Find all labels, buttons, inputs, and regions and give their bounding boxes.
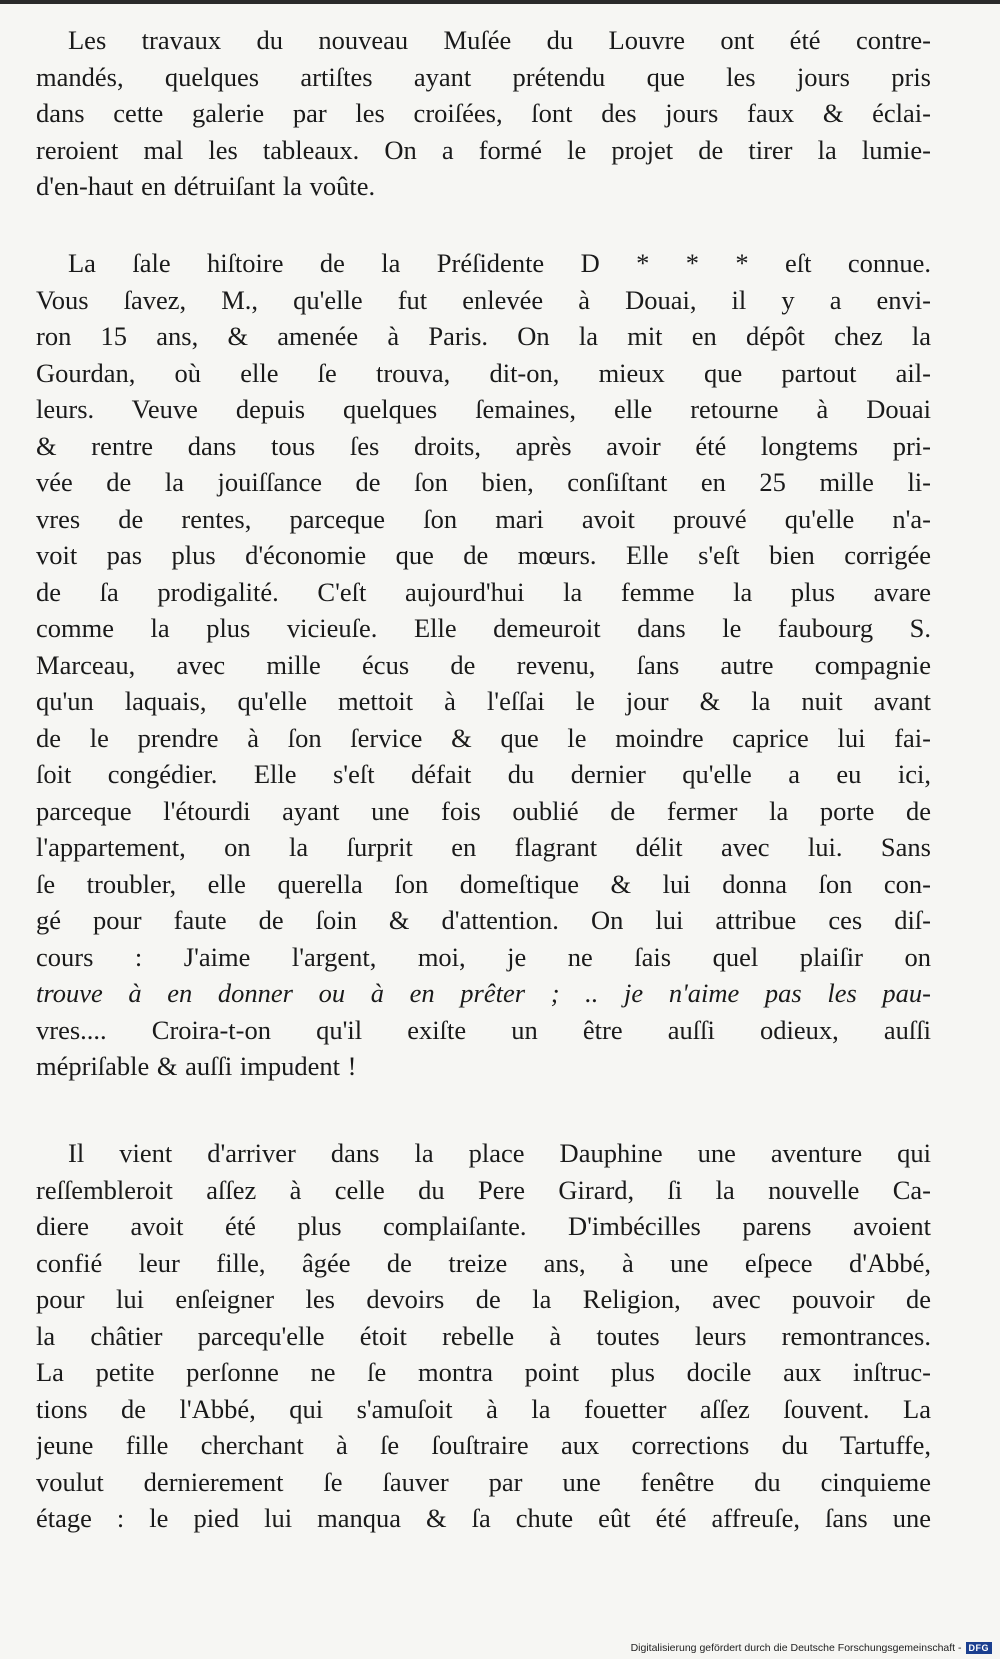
text-line: d'en-haut en détruiſant la voûte.	[36, 171, 376, 201]
text-line-italic: trouve à en donner ou à en prêter ; .. je n'aime pas les pau-	[36, 978, 931, 1008]
text-line: ſe troubler, elle querella ſon domeſtique & lui donna ſon con-	[36, 868, 931, 899]
dfg-logo-icon: DFG	[966, 1642, 993, 1654]
text-line: tions de l'Abbé, qui s'amuſoit à la fouetter aſſez ſouvent. La	[36, 1393, 931, 1424]
paragraph-presidente	[36, 245, 931, 1085]
text-line: La ſale hiſtoire de la Préſidente D * * * eſt connue.	[68, 248, 931, 278]
text-line: voit pas plus d'économie que de mœurs. Elle s'eſt bien corrigée	[36, 540, 931, 570]
text-line: La petite perſonne ne ſe montra point plus docile aux inſtruc-	[36, 1357, 931, 1387]
text-line: vres de rentes, parceque ſon mari avoit prouvé qu'elle n'a-	[36, 503, 931, 534]
text-line: diere avoit été plus complaiſante. D'imbécilles parens avoient	[36, 1211, 931, 1241]
top-border	[0, 0, 1000, 4]
text-line: pour lui enſeigner les devoirs de la Religion, avec pouvoir de	[36, 1284, 931, 1314]
text-line: jeune fille cherchant à ſe ſouſtraire aux corrections du Tartuffe,	[36, 1430, 931, 1460]
text-line: gé pour faute de ſoin & d'attention. On lui attribue ces diſ-	[36, 905, 931, 935]
text-line-italic: cours : J'aime l'argent, moi, je ne ſais quel plaiſir on	[36, 941, 931, 972]
text-line: l'appartement, on la ſurprit en flagrant délit avec lui. Sans	[36, 832, 931, 862]
text-line: ron 15 ans, & amenée à Paris. On la mit en dépôt chez la	[36, 321, 931, 351]
text-line: confié leur fille, âgée de treize ans, à une eſpece d'Abbé,	[36, 1247, 931, 1278]
text-line: qu'un laquais, qu'elle mettoit à l'eſſai le jour & la nuit avant	[36, 686, 931, 716]
text-line: reſſembleroit aſſez à celle du Pere Girard, ſi la nouvelle Ca-	[36, 1174, 931, 1205]
text-line: Gourdan, où elle ſe trouva, dit-on, mieux que partout ail-	[36, 357, 931, 388]
text-line: Il vient d'arriver dans la place Dauphine une aventure qui	[68, 1138, 931, 1168]
text-line: étage : le pied lui manqua & ſa chute eût été affreuſe, ſans une	[36, 1503, 931, 1533]
text-line: ſoit congédier. Elle s'eſt défait du dernier qu'elle a eu ici,	[36, 759, 931, 789]
text-line: Vous ſavez, M., qu'elle fut enlevée à Douai, il y a envi-	[36, 284, 931, 315]
text-line: voulut dernierement ſe ſauver par une fenêtre du cinquieme	[36, 1466, 931, 1497]
text-line: Les travaux du nouveau Muſée du Louvre ont été contre-	[68, 25, 931, 55]
paragraph-louvre	[36, 22, 931, 205]
text-line: mépriſable & auſſi impudent !	[36, 1051, 357, 1081]
text-line: la châtier parcequ'elle étoit rebelle à toutes leurs remontrances.	[36, 1320, 931, 1351]
text-line: leurs. Veuve depuis quelques ſemaines, elle retourne à Douai	[36, 394, 931, 424]
digitization-footer	[631, 1642, 992, 1654]
text-line: vée de la jouiſſance de ſon bien, conſiſtant en 25 mille li-	[36, 467, 931, 497]
text-line: Marceau, avec mille écus de revenu, ſans autre compagnie	[36, 649, 931, 680]
text-line: vres.... Croira-t-on qu'il exiſte un être auſſi odieux, auſſi	[36, 1014, 931, 1045]
text-line: reroient mal les tableaux. On a formé le projet de tirer la lumie-	[36, 134, 931, 165]
text-line: mandés, quelques artiſtes ayant prétendu que les jours pris	[36, 61, 931, 92]
text-line: de le prendre à ſon ſervice & que le moindre caprice lui fai-	[36, 722, 931, 753]
text-line: de ſa prodigalité. C'eſt aujourd'hui la femme la plus avare	[36, 576, 931, 607]
footer-credit: Digitalisierung gefördert durch die Deutsche Forschungsgemeinschaft -	[630, 1642, 962, 1654]
text-line: dans cette galerie par les croiſées, ſont des jours faux & éclai-	[36, 98, 931, 128]
text-line: comme la plus vicieuſe. Elle demeuroit dans le faubourg S.	[36, 613, 931, 643]
paragraph-dauphine	[36, 1135, 931, 1537]
text-line: & rentre dans tous ſes droits, après avoir été longtems pri-	[36, 430, 931, 461]
text-line: parceque l'étourdi ayant une fois oublié de fermer la porte de	[36, 795, 931, 826]
